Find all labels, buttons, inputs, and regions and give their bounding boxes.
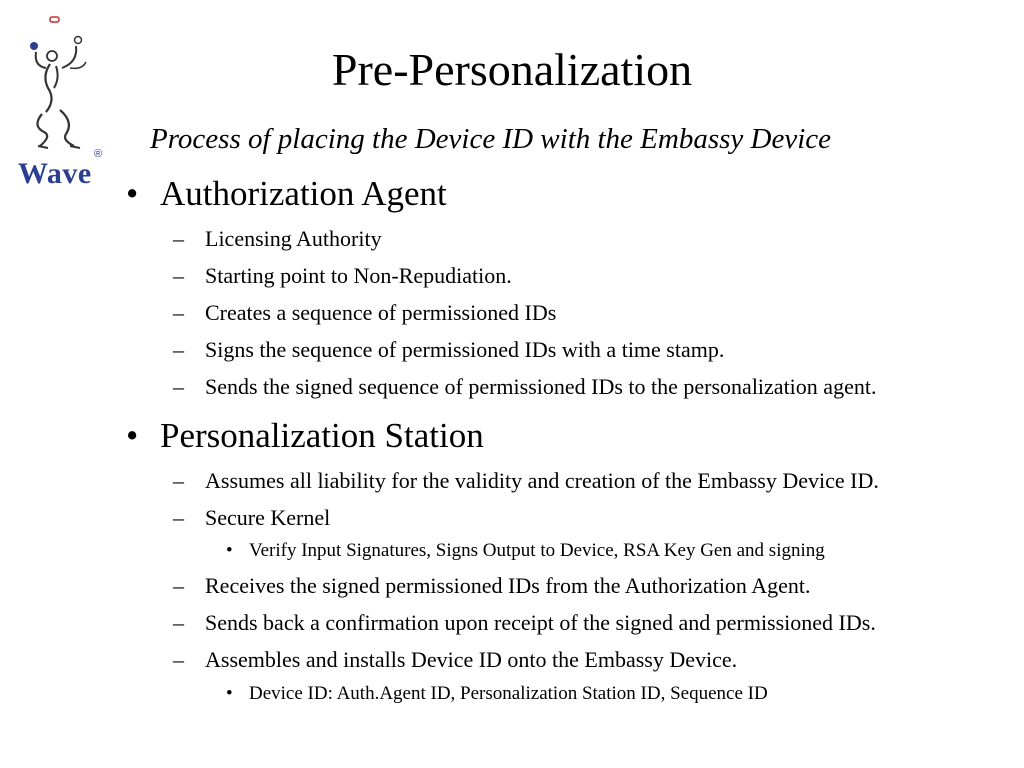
sub-sub-marker: • bbox=[226, 540, 233, 561]
dash-marker: – bbox=[173, 226, 184, 251]
dash-marker: – bbox=[173, 505, 184, 530]
slide-subtitle: Process of placing the Device ID with the Embassy Device bbox=[150, 123, 832, 155]
sub-item: Starting point to Non-Repudiation. bbox=[205, 263, 512, 288]
dash-marker: – bbox=[173, 647, 184, 672]
sub-item: Signs the sequence of permissioned IDs with a time stamp. bbox=[205, 337, 725, 362]
sub-item: Sends back a confirmation upon receipt of the signed and permissioned IDs. bbox=[205, 610, 876, 635]
dash-marker: – bbox=[173, 300, 184, 325]
registered-mark: ® bbox=[94, 148, 103, 160]
bullet-heading-personalization-station: Personalization Station bbox=[160, 416, 484, 455]
sub-item: Sends the signed sequence of permissioned IDs to the personalization agent. bbox=[205, 374, 877, 399]
wave-logo bbox=[12, 14, 112, 190]
sub-sub-item: Verify Input Signatures, Signs Output to Device, RSA Key Gen and signing bbox=[249, 540, 825, 561]
bullet-heading-authorization-agent: Authorization Agent bbox=[160, 174, 447, 213]
slide-title: Pre-Personalization bbox=[331, 44, 693, 95]
dash-marker: – bbox=[173, 263, 184, 288]
sub-item: Assembles and installs Device ID onto the Embassy Device. bbox=[205, 647, 738, 672]
sub-item: Assumes all liability for the validity and creation of the Embassy Device ID. bbox=[205, 468, 879, 493]
sub-sub-item: Device ID: Auth.Agent ID, Personalization Station ID, Sequence ID bbox=[249, 683, 768, 704]
dash-marker: – bbox=[173, 374, 184, 399]
sub-sub-marker: • bbox=[226, 683, 233, 704]
bullet-marker: • bbox=[126, 416, 139, 455]
bullet-marker: • bbox=[126, 174, 139, 213]
wave-wordmark: Wave bbox=[18, 157, 92, 190]
bullet-item bbox=[126, 174, 138, 214]
dash-marker: – bbox=[173, 337, 184, 362]
dash-marker: – bbox=[173, 468, 184, 493]
dash-marker: – bbox=[173, 573, 184, 598]
sub-item: Creates a sequence of permissioned IDs bbox=[205, 300, 557, 325]
dash-marker: – bbox=[173, 610, 184, 635]
sub-item: Secure Kernel bbox=[205, 505, 331, 530]
sub-item: Receives the signed permissioned IDs from the Authorization Agent. bbox=[205, 573, 811, 598]
sub-item: Licensing Authority bbox=[205, 226, 382, 251]
